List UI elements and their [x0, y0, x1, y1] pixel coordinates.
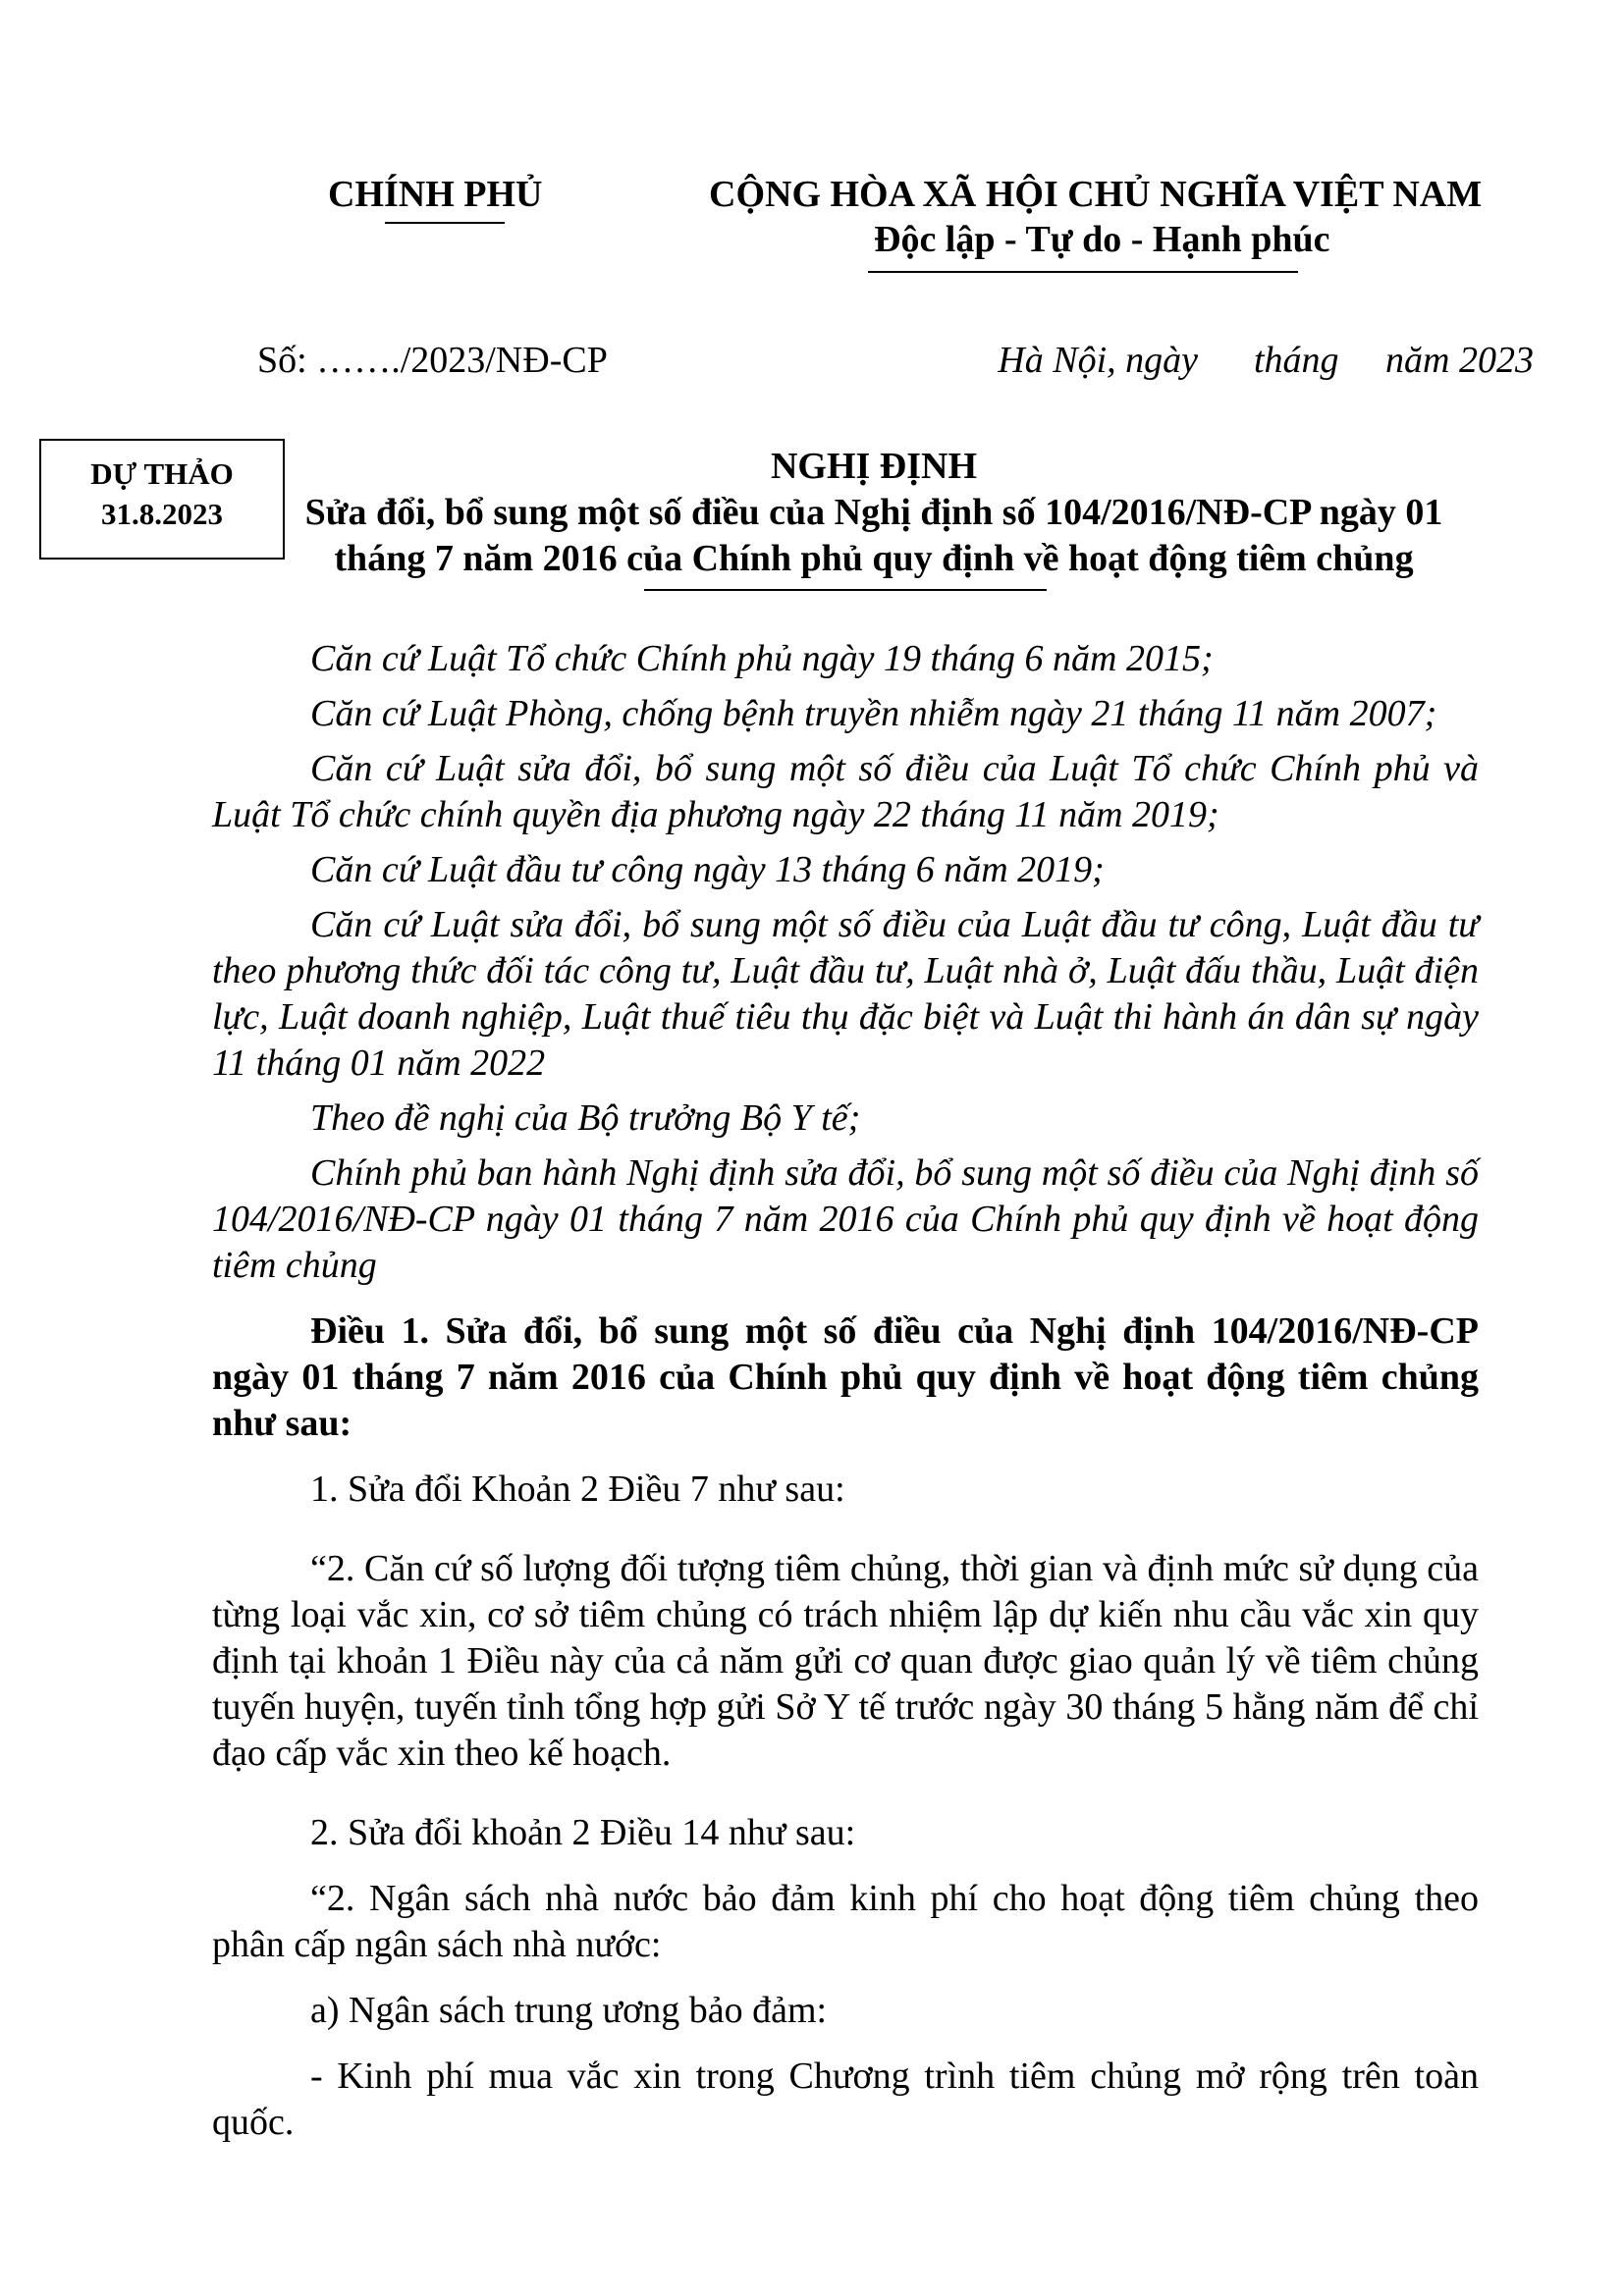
- clause-2-title: 2. Sửa đổi khoản 2 Điều 14 như sau:: [310, 1812, 856, 1853]
- agency-name: CHÍNH PHỦ: [328, 174, 543, 215]
- title-line-1: Sửa đổi, bổ sung một số điều của Nghị định số 104/2016/NĐ-CP ngày 01: [304, 492, 1443, 533]
- preamble-item: Theo đề nghị của Bộ trưởng Bộ Y tế;: [310, 1097, 861, 1139]
- document-number: Số: ……./2023/NĐ-CP: [257, 340, 608, 381]
- draft-stamp: [39, 439, 285, 560]
- clause-2a-dash-1: - Kinh phí mua vắc xin trong Chương trình tiêm chủng mở rộng trên toàn quốc.: [212, 2056, 1479, 2143]
- national-motto: Độc lập - Tự do - Hạnh phúc: [874, 219, 1330, 260]
- preamble-item: Căn cứ Luật Phòng, chống bệnh truyền nhiễm ngày 21 tháng 11 năm 2007;: [310, 693, 1437, 734]
- clause-1-title: 1. Sửa đổi Khoản 2 Điều 7 như sau:: [310, 1468, 845, 1510]
- title-underline: [644, 589, 1047, 591]
- title-line-2: tháng 7 năm 2016 của Chính phủ quy định về hoạt động tiêm chủng: [334, 538, 1414, 579]
- preamble-item: Chính phủ ban hành Nghị định sửa đổi, bổ sung một số điều của Nghị định số 104/2016/NĐ-CP ngày 01 tháng 7 năm 2016 của Chính phủ quy định về hoạt động tiêm chủng: [212, 1152, 1479, 1286]
- date-place: Hà Nội, ngày tháng năm 2023: [998, 340, 1534, 381]
- country-name: CỘNG HÒA XÃ HỘI CHỦ NGHĨA VIỆT NAM: [709, 174, 1483, 215]
- draft-label: DỰ THẢO: [90, 456, 234, 491]
- decree-title: [265, 444, 1483, 582]
- clause-2-text: “2. Ngân sách nhà nước bảo đảm kinh phí cho hoạt động tiêm chủng theo phân cấp ngân sách nhà nước:: [212, 1878, 1479, 1965]
- clause-1-text: “2. Căn cứ số lượng đối tượng tiêm chủng, thời gian và định mức sử dụng của từng loại vắc xin, cơ sở tiêm chủng có trách nhiệm lập dự kiến nhu cầu vắc xin quy định tại khoản 1 Điều này của cả năm gửi cơ quan được giao quản lý về tiêm chủng tuyến huyện, tuyến tỉnh tổng hợp gửi Sở Y tế trước ngày 30 tháng 5 hằng năm để chỉ đạo cấp vắc xin theo kế hoạch.: [212, 1548, 1479, 1774]
- document-body: [212, 636, 1479, 2146]
- preamble-item: Căn cứ Luật sửa đổi, bổ sung một số điều của Luật Tổ chức Chính phủ và Luật Tổ chức chính quyền địa phương ngày 22 tháng 11 năm 2019;: [212, 748, 1479, 835]
- doc-type: NGHỊ ĐỊNH: [770, 446, 978, 487]
- motto-underline: [868, 271, 1298, 273]
- agency-underline: [385, 222, 505, 224]
- preamble-item: Căn cứ Luật sửa đổi, bổ sung một số điều của Luật đầu tư công, Luật đầu tư theo phương thức đối tác công tư, Luật đầu tư, Luật nhà ở, Luật đấu thầu, Luật điện lực, Luật doanh nghiệp, Luật thuế tiêu thụ đặc biệt và Luật thi hành án dân sự ngày 11 tháng 01 năm 2022: [212, 904, 1479, 1084]
- draft-date: 31.8.2023: [101, 497, 223, 531]
- preamble-item: Căn cứ Luật Tổ chức Chính phủ ngày 19 tháng 6 năm 2015;: [310, 638, 1214, 679]
- preamble-item: Căn cứ Luật đầu tư công ngày 13 tháng 6 năm 2019;: [310, 849, 1105, 890]
- article-1-heading: Điều 1. Sửa đổi, bổ sung một số điều của Nghị định 104/2016/NĐ-CP ngày 01 tháng 7 năm 2016 của Chính phủ quy định về hoạt động tiêm chủng như sau:: [212, 1310, 1479, 1444]
- clause-2a: a) Ngân sách trung ương bảo đảm:: [310, 1990, 828, 2031]
